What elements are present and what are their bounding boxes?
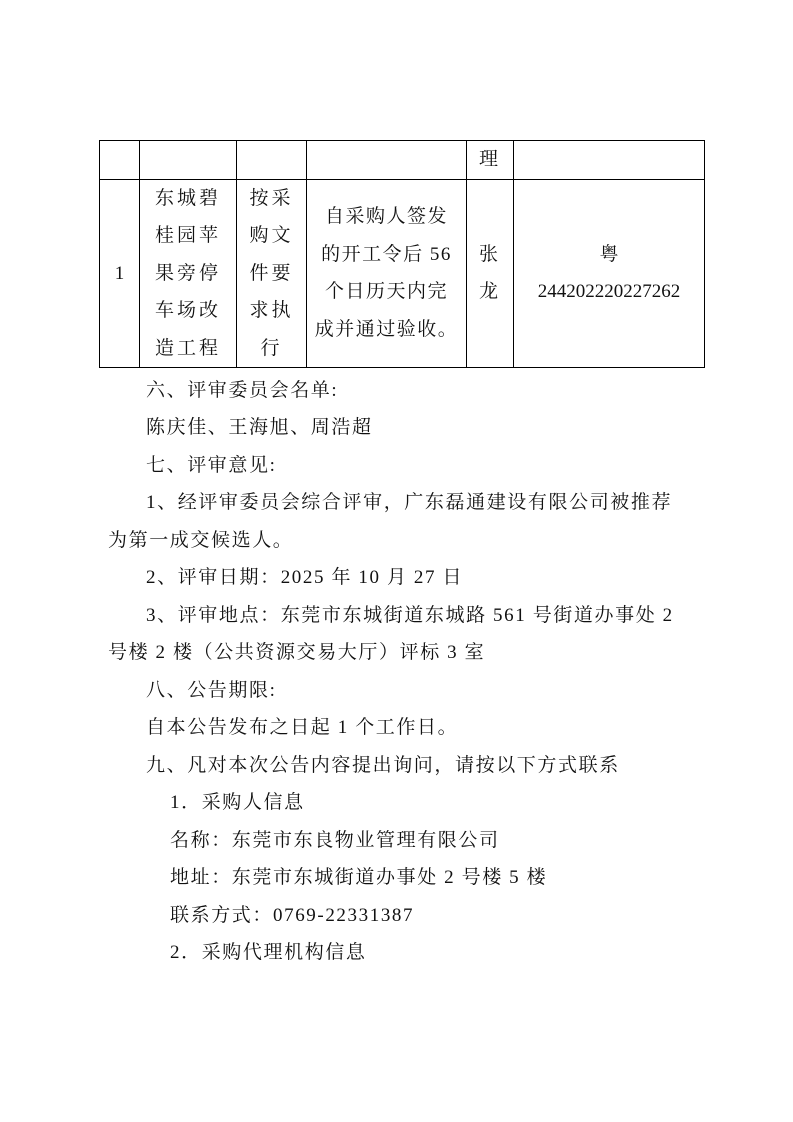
requirement-line: 求执 — [249, 300, 294, 321]
manager-line: 张 — [478, 243, 501, 265]
purchaser-address: 地址：东莞市东城街道办事处 2 号楼 5 楼 — [170, 867, 548, 888]
opinion-1-line-2: 为第一成交候选人。 — [108, 530, 294, 551]
requirement-line: 购文 — [249, 225, 294, 246]
certificate-number-cell — [514, 179, 705, 368]
award-table — [99, 140, 705, 368]
purchaser-phone: 联系方式：0769-22331387 — [170, 905, 415, 926]
period-line: 个日历天内完 — [324, 281, 448, 303]
requirement-line: 行 — [260, 337, 283, 359]
requirement-cell — [237, 179, 307, 368]
review-location-line-1: 3、评审地点：东莞市东城街道东城路 561 号街道办事处 2 — [146, 605, 674, 626]
opinion-heading: 七、评审意见: — [146, 455, 277, 476]
period-line: 成并通过验收。 — [314, 318, 459, 340]
project-name-line: 车场改 — [154, 300, 221, 321]
project-name-line: 东城碧 — [154, 187, 221, 209]
table-cell — [514, 141, 705, 180]
table-cell — [140, 141, 237, 180]
project-manager-cell — [467, 179, 514, 368]
row-index: 1 — [100, 179, 140, 368]
opinion-1-line-1: 1、经评审委员会综合评审，广东磊通建设有限公司被推荐 — [146, 492, 673, 513]
review-location-line-2: 号楼 2 楼（公共资源交易大厅）评标 3 室 — [108, 642, 486, 663]
notice-period-text: 自本公告发布之日起 1 个工作日。 — [146, 717, 459, 738]
contact-heading: 九、凡对本次公告内容提出询问，请按以下方式联系 — [146, 755, 620, 776]
notice-period-heading: 八、公告期限: — [146, 680, 277, 701]
table-cell — [307, 141, 467, 180]
table-cell: 理 — [467, 141, 514, 180]
committee-heading: 六、评审委员会名单: — [146, 380, 339, 401]
purchaser-info-heading: 1．采购人信息 — [170, 792, 305, 813]
project-name-line: 桂园苹 — [154, 225, 221, 246]
certificate-line: 粤 — [599, 243, 619, 265]
review-date: 2、评审日期：2025 年 10 月 27 日 — [146, 567, 464, 588]
period-line: 的开工令后 56 — [321, 243, 452, 265]
table-cell — [237, 141, 307, 180]
project-name-line: 造工程 — [154, 337, 221, 359]
table-header-continuation-row — [100, 141, 705, 180]
requirement-line: 按采 — [249, 187, 294, 209]
construction-period-cell — [307, 179, 467, 368]
certificate-line: 244202220227262 — [537, 281, 681, 303]
table-cell — [100, 141, 140, 180]
agency-info-heading: 2．采购代理机构信息 — [170, 942, 367, 963]
project-name-cell — [140, 179, 237, 368]
requirement-line: 件要 — [249, 262, 294, 284]
period-line: 自采购人签发 — [324, 206, 448, 228]
project-name-line: 果旁停 — [154, 262, 221, 284]
manager-line: 龙 — [478, 281, 501, 303]
purchaser-name: 名称：东莞市东良物业管理有限公司 — [170, 830, 500, 851]
table-row — [100, 179, 705, 368]
committee-members: 陈庆佳、王海旭、周浩超 — [146, 417, 373, 438]
